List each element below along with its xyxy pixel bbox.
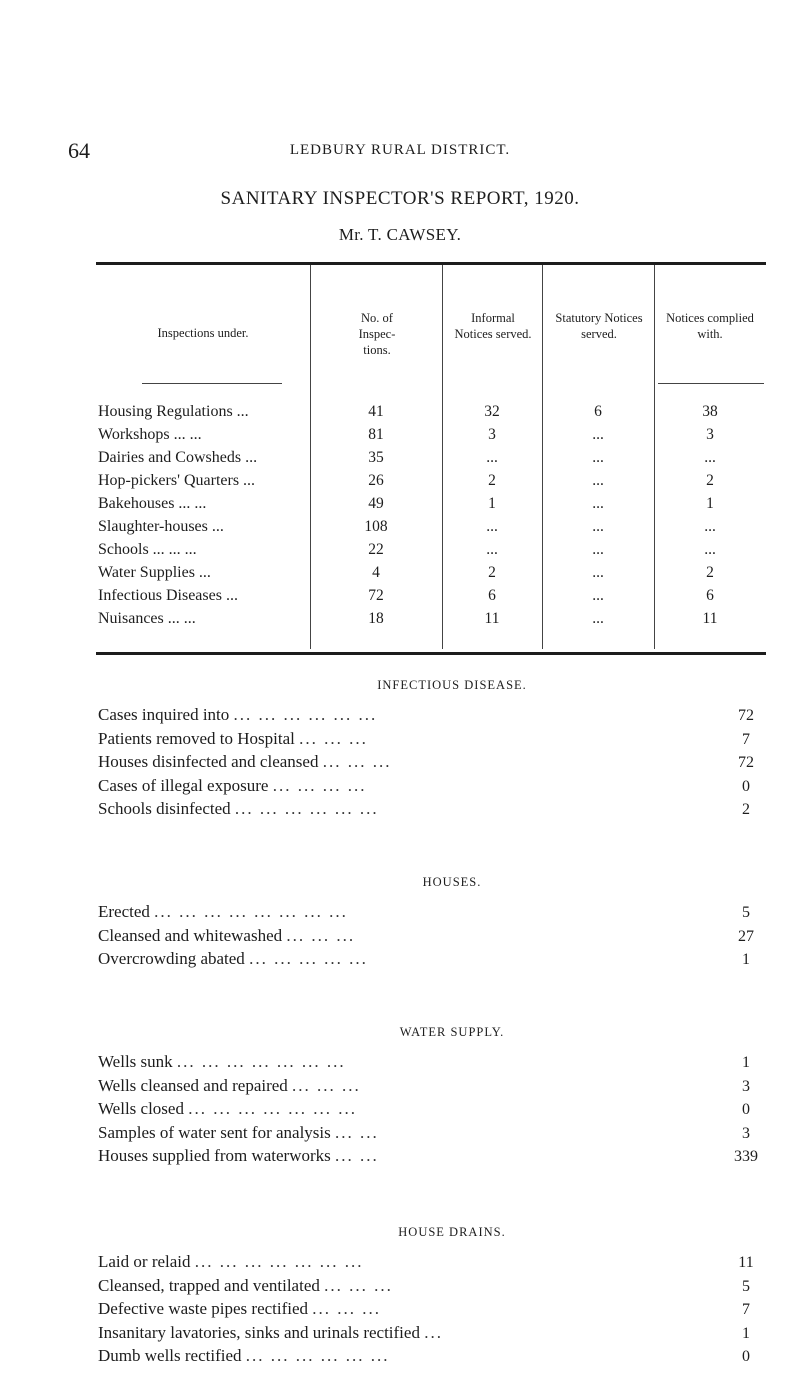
inspections-count: 4	[372, 563, 380, 581]
statutory-notices: ...	[592, 517, 604, 535]
item-value: 0	[742, 777, 750, 795]
row-label: Housing Regulations ...	[98, 402, 249, 420]
report-title: SANITARY INSPECTOR'S REPORT, 1920.	[220, 188, 580, 209]
section-title: HOUSES.	[422, 875, 482, 889]
list-item	[98, 729, 766, 753]
informal-notices: 32	[484, 402, 500, 420]
list-item	[98, 1052, 766, 1076]
notices-complied: 3	[706, 425, 714, 443]
item-value: 2	[742, 801, 750, 818]
list-item	[98, 926, 766, 950]
statutory-notices: ...	[592, 540, 604, 558]
informal-notices: 11	[484, 609, 500, 627]
row-label: Schools ... ... ...	[98, 540, 197, 558]
list-item	[98, 902, 766, 926]
item-value: 27	[738, 927, 754, 945]
section-title: HOUSE DRAINS.	[398, 1225, 506, 1239]
table-row	[98, 469, 766, 492]
item-label: Wells closed	[98, 1099, 184, 1118]
list-item	[98, 1276, 766, 1300]
notices-complied: 2	[706, 471, 714, 489]
inspections-count: 81	[368, 425, 384, 443]
list-item	[98, 949, 766, 973]
item-value: 1	[742, 1054, 750, 1071]
item-value: 7	[742, 730, 750, 748]
item-label: Laid or relaid	[98, 1252, 191, 1271]
item-value: 3	[742, 1077, 750, 1095]
water-supply-section	[98, 1025, 766, 1170]
item-label: Wells sunk	[98, 1052, 173, 1071]
table-row	[98, 561, 766, 584]
list-item	[98, 705, 766, 729]
notices-complied: 6	[706, 586, 714, 604]
inspector-name: Mr. T. CAWSEY.	[338, 225, 462, 244]
statutory-notices: ...	[592, 609, 604, 627]
informal-notices: 2	[488, 471, 496, 489]
leader-dots: ...	[424, 1322, 443, 1342]
notices-complied: 2	[706, 563, 714, 581]
item-value: 7	[742, 1301, 750, 1318]
item-label: Cases inquired into	[98, 705, 230, 724]
header-rule	[142, 383, 282, 384]
leader-dots: ... ... ...	[312, 1299, 382, 1318]
leader-dots: ... ... ...	[292, 1075, 361, 1095]
table-row	[98, 538, 766, 561]
item-value: 5	[742, 1277, 750, 1295]
row-label: Nuisances ... ...	[98, 609, 196, 627]
leader-dots: ... ... ... ... ...	[249, 949, 368, 968]
item-label: Dumb wells rectified	[98, 1346, 242, 1365]
list-item	[98, 776, 766, 800]
statutory-notices: ...	[592, 425, 604, 443]
house-drains-section	[98, 1225, 766, 1370]
list-item	[98, 799, 766, 823]
item-label: Houses disinfected and cleansed	[98, 752, 319, 771]
informal-notices: ...	[486, 448, 498, 466]
list-item	[98, 1252, 766, 1276]
statutory-notices: ...	[592, 471, 604, 489]
item-value: 3	[742, 1124, 750, 1142]
column-header: Informal Notices served.	[454, 311, 532, 341]
list-item	[98, 1076, 766, 1100]
inspections-count: 18	[368, 609, 384, 627]
item-label: Defective waste pipes rectified	[98, 1299, 309, 1318]
item-label: Cleansed and whitewashed	[98, 925, 283, 945]
notices-complied: ...	[704, 448, 716, 466]
item-label: Samples of water sent for analysis	[98, 1122, 331, 1142]
informal-notices: 2	[488, 563, 496, 581]
table-row	[98, 423, 766, 446]
item-label: Houses supplied from waterworks	[98, 1146, 331, 1165]
inspections-count: 26	[368, 471, 384, 489]
leader-dots: ... ... ...	[322, 752, 392, 771]
houses-section	[98, 875, 766, 973]
notices-complied: ...	[704, 517, 716, 535]
table-row	[98, 492, 766, 515]
informal-notices: 3	[488, 425, 496, 443]
informal-notices: ...	[486, 517, 498, 535]
list-item	[98, 1299, 766, 1323]
item-label: Patients removed to Hospital	[98, 728, 295, 748]
table-top-rule	[96, 262, 766, 265]
item-value: 0	[742, 1348, 750, 1365]
section-title: WATER SUPPLY.	[399, 1025, 505, 1039]
statutory-notices: ...	[592, 494, 604, 512]
item-label: Erected	[98, 902, 150, 921]
infectious-disease-section	[98, 678, 766, 823]
item-label: Overcrowding abated	[98, 949, 245, 968]
item-value: 1	[742, 1324, 750, 1342]
header-rule	[658, 383, 764, 384]
notices-complied: 38	[702, 402, 718, 420]
item-label: Insanitary lavatories, sinks and urinals rectified	[98, 1322, 420, 1342]
row-label: Infectious Diseases ...	[98, 586, 238, 604]
table-row	[98, 400, 766, 423]
table-bottom-rule	[96, 652, 766, 655]
inspections-count: 35	[368, 448, 384, 466]
item-value: 5	[742, 904, 750, 921]
notices-complied: 11	[702, 609, 718, 627]
list-item	[98, 752, 766, 776]
row-label: Dairies and Cowsheds ...	[98, 448, 258, 466]
item-value: 11	[738, 1254, 754, 1271]
row-label: Workshops ... ...	[98, 425, 202, 443]
item-value: 339	[734, 1148, 758, 1165]
leader-dots: ... ... ... ... ... ... ...	[194, 1252, 364, 1271]
inspections-count: 108	[364, 517, 388, 535]
row-label: Bakehouses ... ...	[98, 494, 207, 512]
leader-dots: ... ... ... ... ... ...	[245, 1346, 390, 1365]
leader-dots: ... ... ... ... ... ...	[233, 705, 378, 724]
statutory-notices: ...	[592, 586, 604, 604]
item-value: 72	[738, 707, 754, 724]
row-label: Hop-pickers' Quarters ...	[98, 471, 256, 489]
statutory-notices: 6	[594, 402, 602, 420]
table-row	[98, 607, 766, 630]
item-value: 72	[738, 754, 754, 771]
notices-complied: ...	[704, 540, 716, 558]
row-label: Slaughter-houses ...	[98, 517, 224, 535]
leader-dots: ... ...	[335, 1122, 379, 1142]
inspections-table	[98, 400, 766, 630]
leader-dots: ... ... ... ... ... ... ...	[176, 1052, 346, 1071]
leader-dots: ... ... ...	[286, 925, 356, 945]
list-item	[98, 1099, 766, 1123]
item-label: Cases of illegal exposure	[98, 775, 269, 795]
table-row	[98, 584, 766, 607]
column-header: No. of Inspec- tions.	[358, 311, 396, 357]
leader-dots: ... ... ... ... ... ...	[234, 799, 379, 818]
leader-dots: ... ...	[335, 1146, 379, 1165]
leader-dots: ... ... ...	[324, 1275, 393, 1295]
statutory-notices: ...	[592, 448, 604, 466]
item-label: Schools disinfected	[98, 799, 231, 818]
inspections-count: 49	[368, 494, 384, 512]
column-header: Statutory Notices served.	[555, 311, 643, 341]
item-label: Cleansed, trapped and ventilated	[98, 1275, 320, 1295]
item-value: 0	[742, 1101, 750, 1118]
leader-dots: ... ... ... ... ... ... ... ...	[154, 902, 348, 921]
table-row	[98, 515, 766, 538]
statutory-notices: ...	[592, 563, 604, 581]
list-item	[98, 1323, 766, 1347]
list-item	[98, 1146, 766, 1170]
leader-dots: ... ... ... ...	[272, 775, 367, 795]
item-value: 1	[742, 951, 750, 968]
informal-notices: 1	[488, 494, 496, 512]
table-row	[98, 446, 766, 469]
inspections-count: 41	[368, 402, 384, 420]
notices-complied: 1	[706, 494, 714, 512]
inspections-count: 22	[368, 540, 384, 558]
column-header: Inspections under.	[157, 326, 249, 340]
list-item	[98, 1123, 766, 1147]
section-title: INFECTIOUS DISEASE.	[377, 678, 527, 692]
informal-notices: 6	[488, 586, 496, 604]
column-header: Notices complied with.	[666, 311, 754, 341]
leader-dots: ... ... ...	[299, 728, 368, 748]
item-label: Wells cleansed and repaired	[98, 1075, 288, 1095]
informal-notices: ...	[486, 540, 498, 558]
row-label: Water Supplies ...	[98, 563, 211, 581]
inspections-count: 72	[368, 586, 384, 604]
page-number: 64	[68, 138, 90, 163]
running-head: LEDBURY RURAL DISTRICT.	[289, 142, 511, 158]
list-item	[98, 1346, 766, 1370]
leader-dots: ... ... ... ... ... ... ...	[188, 1099, 357, 1118]
